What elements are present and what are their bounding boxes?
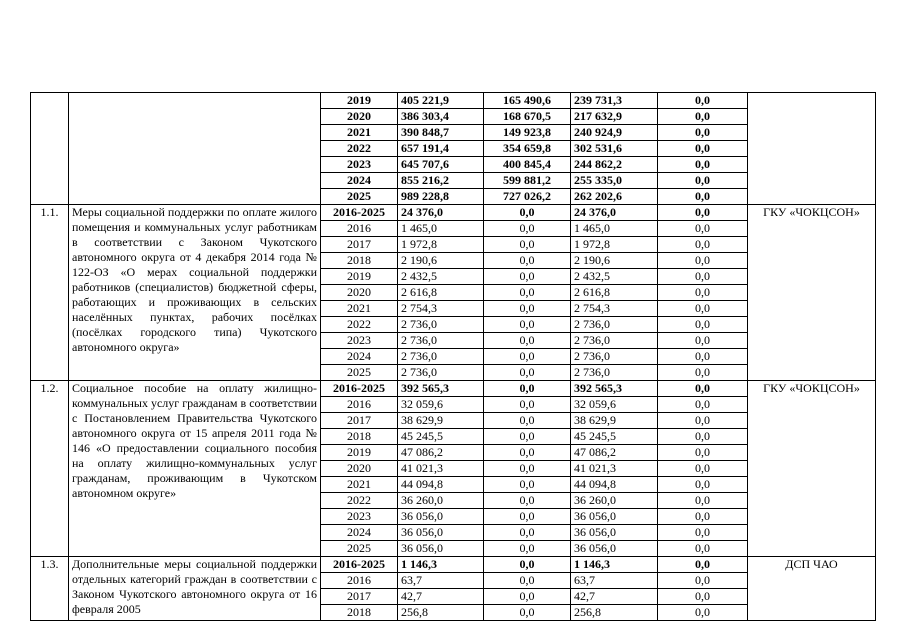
period-cell: 2024 (321, 349, 398, 365)
period-cell: 2023 (321, 333, 398, 349)
federal-budget-cell: 0,0 (484, 461, 571, 477)
regional-budget-cell: 1 146,3 (571, 557, 658, 573)
federal-budget-cell: 0,0 (484, 269, 571, 285)
regional-budget-cell: 302 531,6 (571, 141, 658, 157)
federal-budget-cell: 354 659,8 (484, 141, 571, 157)
other-sources-cell: 0,0 (658, 109, 748, 125)
program-funding-table (30, 92, 876, 621)
total-amount-cell: 41 021,3 (398, 461, 484, 477)
regional-budget-cell: 41 021,3 (571, 461, 658, 477)
table-body (31, 93, 876, 621)
other-sources-cell: 0,0 (658, 605, 748, 621)
measure-description: Меры социальной поддержки по оплате жилого помещения и коммунальных услуг работникам в соответствии с Законом Чукотского автономного округа от 4 декабря 2014 года № 122-ОЗ «О мерах социальной поддержки работников (специалистов) бюджетной сферы, работающих и проживающих в сельских населённых пунктах, рабочих посёлках (посёлках городского типа) Чукотского автономного округа» (69, 205, 321, 381)
period-cell: 2023 (321, 509, 398, 525)
total-amount-cell: 2 432,5 (398, 269, 484, 285)
federal-budget-cell: 149 923,8 (484, 125, 571, 141)
other-sources-cell: 0,0 (658, 381, 748, 397)
regional-budget-cell: 2 432,5 (571, 269, 658, 285)
federal-budget-cell: 0,0 (484, 429, 571, 445)
item-number: 1.3. (31, 557, 69, 621)
other-sources-cell: 0,0 (658, 221, 748, 237)
federal-budget-cell: 168 670,5 (484, 109, 571, 125)
federal-budget-cell: 599 881,2 (484, 173, 571, 189)
regional-budget-cell: 256,8 (571, 605, 658, 621)
total-amount-cell: 24 376,0 (398, 205, 484, 221)
other-sources-cell: 0,0 (658, 333, 748, 349)
regional-budget-cell: 36 056,0 (571, 509, 658, 525)
measure-description (69, 93, 321, 205)
period-cell: 2025 (321, 541, 398, 557)
regional-budget-cell: 47 086,2 (571, 445, 658, 461)
federal-budget-cell: 0,0 (484, 333, 571, 349)
other-sources-cell: 0,0 (658, 349, 748, 365)
federal-budget-cell: 0,0 (484, 365, 571, 381)
total-amount-cell: 386 303,4 (398, 109, 484, 125)
responsible-executor: ГКУ «ЧОКЦСОН» (748, 205, 876, 381)
period-cell: 2016 (321, 397, 398, 413)
regional-budget-cell: 24 376,0 (571, 205, 658, 221)
table-row (31, 205, 876, 221)
federal-budget-cell: 0,0 (484, 237, 571, 253)
regional-budget-cell: 36 056,0 (571, 541, 658, 557)
total-amount-cell: 36 056,0 (398, 525, 484, 541)
period-cell: 2019 (321, 445, 398, 461)
federal-budget-cell: 0,0 (484, 445, 571, 461)
other-sources-cell: 0,0 (658, 253, 748, 269)
regional-budget-cell: 2 754,3 (571, 301, 658, 317)
total-amount-cell: 2 754,3 (398, 301, 484, 317)
responsible-executor (748, 93, 876, 205)
total-amount-cell: 989 228,8 (398, 189, 484, 205)
regional-budget-cell: 2 736,0 (571, 349, 658, 365)
total-amount-cell: 38 629,9 (398, 413, 484, 429)
regional-budget-cell: 240 924,9 (571, 125, 658, 141)
period-cell: 2018 (321, 605, 398, 621)
period-cell: 2021 (321, 301, 398, 317)
total-amount-cell: 2 736,0 (398, 333, 484, 349)
regional-budget-cell: 217 632,9 (571, 109, 658, 125)
federal-budget-cell: 0,0 (484, 301, 571, 317)
regional-budget-cell: 262 202,6 (571, 189, 658, 205)
regional-budget-cell: 1 465,0 (571, 221, 658, 237)
period-cell: 2017 (321, 237, 398, 253)
period-cell: 2025 (321, 365, 398, 381)
federal-budget-cell: 400 845,4 (484, 157, 571, 173)
total-amount-cell: 2 736,0 (398, 365, 484, 381)
federal-budget-cell: 0,0 (484, 253, 571, 269)
period-cell: 2021 (321, 477, 398, 493)
federal-budget-cell: 0,0 (484, 205, 571, 221)
total-amount-cell: 405 221,9 (398, 93, 484, 109)
period-cell: 2024 (321, 173, 398, 189)
total-amount-cell: 47 086,2 (398, 445, 484, 461)
regional-budget-cell: 255 335,0 (571, 173, 658, 189)
period-cell: 2017 (321, 589, 398, 605)
federal-budget-cell: 0,0 (484, 285, 571, 301)
total-amount-cell: 36 260,0 (398, 493, 484, 509)
regional-budget-cell: 239 731,3 (571, 93, 658, 109)
period-cell: 2020 (321, 461, 398, 477)
federal-budget-cell: 0,0 (484, 477, 571, 493)
table-row (31, 93, 876, 109)
federal-budget-cell: 0,0 (484, 509, 571, 525)
measure-description: Социальное пособие на оплату жилищно-коммунальных услуг гражданам в соответствии с Постановлением Правительства Чукотского автономного округа от 15 апреля 2011 года № 146 «О предоставлении социального пособия на оплату жилищно-коммунальных услуг гражданам, проживающим в Чукотском автономном округе» (69, 381, 321, 557)
total-amount-cell: 2 736,0 (398, 349, 484, 365)
period-cell: 2016-2025 (321, 381, 398, 397)
regional-budget-cell: 45 245,5 (571, 429, 658, 445)
other-sources-cell: 0,0 (658, 541, 748, 557)
total-amount-cell: 657 191,4 (398, 141, 484, 157)
other-sources-cell: 0,0 (658, 493, 748, 509)
period-cell: 2018 (321, 253, 398, 269)
regional-budget-cell: 44 094,8 (571, 477, 658, 493)
period-cell: 2019 (321, 93, 398, 109)
total-amount-cell: 44 094,8 (398, 477, 484, 493)
period-cell: 2022 (321, 493, 398, 509)
responsible-executor: ДСП ЧАО (748, 557, 876, 621)
total-amount-cell: 390 848,7 (398, 125, 484, 141)
total-amount-cell: 645 707,6 (398, 157, 484, 173)
other-sources-cell: 0,0 (658, 125, 748, 141)
period-cell: 2016 (321, 573, 398, 589)
federal-budget-cell: 0,0 (484, 221, 571, 237)
other-sources-cell: 0,0 (658, 525, 748, 541)
regional-budget-cell: 42,7 (571, 589, 658, 605)
other-sources-cell: 0,0 (658, 461, 748, 477)
regional-budget-cell: 392 565,3 (571, 381, 658, 397)
federal-budget-cell: 0,0 (484, 413, 571, 429)
federal-budget-cell: 0,0 (484, 525, 571, 541)
other-sources-cell: 0,0 (658, 429, 748, 445)
regional-budget-cell: 38 629,9 (571, 413, 658, 429)
regional-budget-cell: 2 190,6 (571, 253, 658, 269)
regional-budget-cell: 36 260,0 (571, 493, 658, 509)
other-sources-cell: 0,0 (658, 93, 748, 109)
responsible-executor: ГКУ «ЧОКЦСОН» (748, 381, 876, 557)
period-cell: 2017 (321, 413, 398, 429)
other-sources-cell: 0,0 (658, 557, 748, 573)
total-amount-cell: 2 616,8 (398, 285, 484, 301)
regional-budget-cell: 2 736,0 (571, 333, 658, 349)
period-cell: 2024 (321, 525, 398, 541)
period-cell: 2018 (321, 429, 398, 445)
period-cell: 2022 (321, 141, 398, 157)
total-amount-cell: 855 216,2 (398, 173, 484, 189)
regional-budget-cell: 32 059,6 (571, 397, 658, 413)
other-sources-cell: 0,0 (658, 173, 748, 189)
total-amount-cell: 1 972,8 (398, 237, 484, 253)
federal-budget-cell: 0,0 (484, 541, 571, 557)
period-cell: 2023 (321, 157, 398, 173)
other-sources-cell: 0,0 (658, 397, 748, 413)
federal-budget-cell: 727 026,2 (484, 189, 571, 205)
federal-budget-cell: 0,0 (484, 397, 571, 413)
period-cell: 2025 (321, 189, 398, 205)
regional-budget-cell: 63,7 (571, 573, 658, 589)
federal-budget-cell: 0,0 (484, 557, 571, 573)
federal-budget-cell: 165 490,6 (484, 93, 571, 109)
item-number: 1.2. (31, 381, 69, 557)
federal-budget-cell: 0,0 (484, 317, 571, 333)
other-sources-cell: 0,0 (658, 365, 748, 381)
other-sources-cell: 0,0 (658, 205, 748, 221)
total-amount-cell: 42,7 (398, 589, 484, 605)
period-cell: 2019 (321, 269, 398, 285)
total-amount-cell: 2 190,6 (398, 253, 484, 269)
table-row (31, 557, 876, 573)
period-cell: 2016 (321, 221, 398, 237)
total-amount-cell: 1 465,0 (398, 221, 484, 237)
regional-budget-cell: 244 862,2 (571, 157, 658, 173)
federal-budget-cell: 0,0 (484, 589, 571, 605)
federal-budget-cell: 0,0 (484, 349, 571, 365)
other-sources-cell: 0,0 (658, 141, 748, 157)
federal-budget-cell: 0,0 (484, 381, 571, 397)
regional-budget-cell: 2 736,0 (571, 365, 658, 381)
total-amount-cell: 36 056,0 (398, 509, 484, 525)
total-amount-cell: 1 146,3 (398, 557, 484, 573)
item-number (31, 93, 69, 205)
item-number: 1.1. (31, 205, 69, 381)
other-sources-cell: 0,0 (658, 413, 748, 429)
federal-budget-cell: 0,0 (484, 605, 571, 621)
period-cell: 2016-2025 (321, 205, 398, 221)
total-amount-cell: 256,8 (398, 605, 484, 621)
period-cell: 2022 (321, 317, 398, 333)
other-sources-cell: 0,0 (658, 237, 748, 253)
total-amount-cell: 32 059,6 (398, 397, 484, 413)
other-sources-cell: 0,0 (658, 301, 748, 317)
total-amount-cell: 63,7 (398, 573, 484, 589)
other-sources-cell: 0,0 (658, 189, 748, 205)
other-sources-cell: 0,0 (658, 317, 748, 333)
regional-budget-cell: 2 736,0 (571, 317, 658, 333)
federal-budget-cell: 0,0 (484, 493, 571, 509)
other-sources-cell: 0,0 (658, 285, 748, 301)
total-amount-cell: 2 736,0 (398, 317, 484, 333)
other-sources-cell: 0,0 (658, 269, 748, 285)
regional-budget-cell: 36 056,0 (571, 525, 658, 541)
other-sources-cell: 0,0 (658, 573, 748, 589)
total-amount-cell: 45 245,5 (398, 429, 484, 445)
period-cell: 2016-2025 (321, 557, 398, 573)
table-row (31, 381, 876, 397)
measure-description: Дополнительные меры социальной поддержки отдельных категорий граждан в соответствии с Законом Чукотского автономного округа от 16 февраля 2005 (69, 557, 321, 621)
period-cell: 2020 (321, 285, 398, 301)
regional-budget-cell: 2 616,8 (571, 285, 658, 301)
federal-budget-cell: 0,0 (484, 573, 571, 589)
other-sources-cell: 0,0 (658, 477, 748, 493)
regional-budget-cell: 1 972,8 (571, 237, 658, 253)
period-cell: 2021 (321, 125, 398, 141)
other-sources-cell: 0,0 (658, 445, 748, 461)
other-sources-cell: 0,0 (658, 509, 748, 525)
other-sources-cell: 0,0 (658, 589, 748, 605)
other-sources-cell: 0,0 (658, 157, 748, 173)
total-amount-cell: 392 565,3 (398, 381, 484, 397)
period-cell: 2020 (321, 109, 398, 125)
total-amount-cell: 36 056,0 (398, 541, 484, 557)
